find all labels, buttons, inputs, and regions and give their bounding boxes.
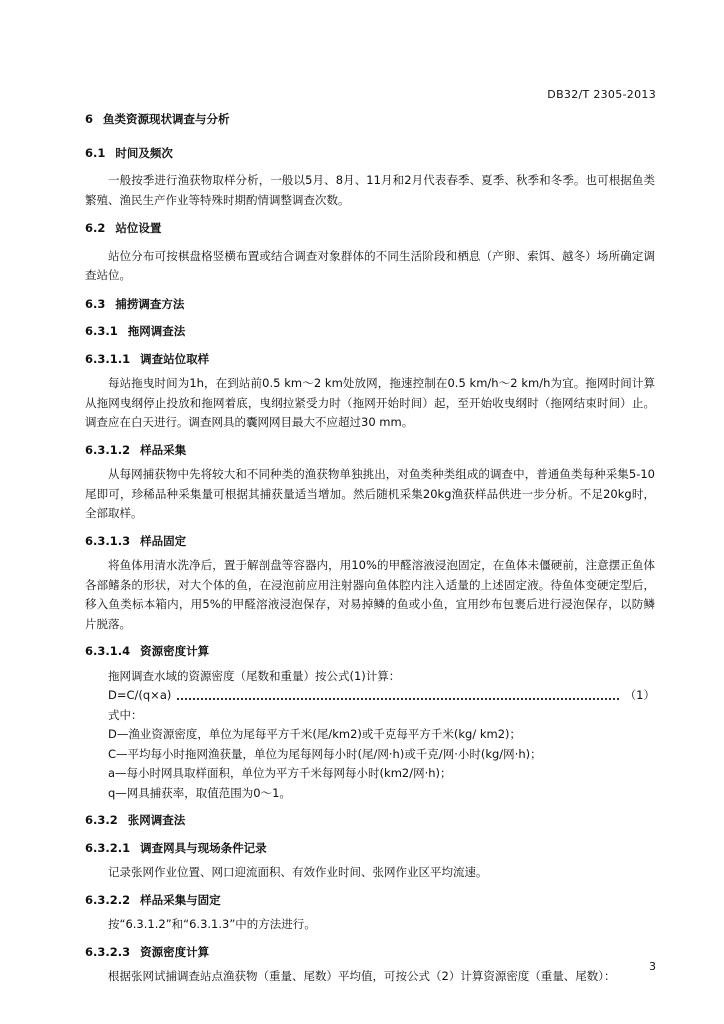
formula-leader-dots — [177, 697, 618, 700]
heading-6-3-1-2 — [85, 441, 655, 461]
paragraph-6-3-1-2: 从每网捕获物中先将较大和不同种类的渔获物单独挑出，对鱼类种类组成的调查中，普通鱼类每种采集5-10尾即可，珍稀品种采集量可根据其捕获量适当增加。然后随机采集20kg渔获样品供进一步分析。不足20kg时，全部取样。 — [85, 467, 655, 520]
heading-number: 6.3.1 — [85, 324, 118, 338]
heading-title: 时间及频次 — [115, 145, 173, 160]
heading-6-3-2 — [85, 811, 655, 831]
paragraph-6-2: 站位分布可按棋盘格竖横布置或结合调查对象群体的不同生活阶段和栖息（产卵、索饵、越冬）场所确定调查站位。 — [85, 248, 655, 282]
paragraph-6-3-1-1: 每站拖曳时间为1h，在到站前0.5 km～2 km处放网，拖速控制在0.5 km/h～2 km/h为宜。拖网时间计算从拖网曳纲停止投放和拖网着底，曳纲拉紧受力时（拖网开始时间）起，至开始收曳纲时（拖网结束时间）止。调查应在白天进行。调查网具的囊网网目最大不应超过30 mm。 — [85, 376, 655, 429]
heading-title: 站位设置 — [115, 221, 162, 235]
heading-title: 样品采集 — [140, 442, 187, 457]
formula-intro: 拖网调查水域的资源密度（尾数和重量）按公式(1)计算： — [108, 668, 401, 683]
document-code: DB32/T 2305-2013 — [547, 88, 656, 101]
heading-title: 样品固定 — [140, 533, 187, 548]
heading-6-3-2-1 — [85, 839, 655, 859]
heading-6-3-2-3 — [85, 943, 655, 963]
paragraph-6-1: 一般按季进行渔获物取样分析，一般以5月、8月、11月和2月代表春季、夏季、秋季和冬季。也可根据鱼类繁殖、渔民生产作业等特殊时期酌情调整调查次数。 — [85, 173, 655, 207]
heading-6-3-1-4 — [85, 642, 655, 662]
page-body — [85, 110, 655, 991]
heading-6-3 — [85, 295, 655, 315]
formula-number: （1） — [624, 688, 655, 702]
heading-6 — [85, 110, 655, 130]
heading-title: 捕捞调查方法 — [115, 296, 185, 311]
formula-expression: D=C/(q×a) — [108, 688, 172, 702]
heading-title: 拖网调查法 — [127, 324, 186, 338]
heading-6-3-2-2 — [85, 891, 655, 911]
heading-6-2 — [85, 219, 655, 239]
heading-title: 资源密度计算 — [140, 944, 210, 959]
paragraph-6-3-2-2: 按“6.3.1.2”和“6.3.1.3”中的方法进行。 — [108, 917, 316, 931]
heading-6-3-1-3 — [85, 532, 655, 552]
heading-6-3-1 — [85, 322, 655, 342]
heading-number: 6.3.1.2 — [85, 442, 131, 457]
heading-number: 6.3.1.4 — [85, 644, 131, 658]
paragraph-6-3-2-3: 根据张网试捕调查站点渔获物（重量、尾数）平均值，可按公式（2）计算资源密度（重量、尾数）： — [108, 969, 616, 983]
variable-definition: q—网具捕获率，取值范围为0～1。 — [108, 785, 291, 800]
heading-6-3-1-1 — [85, 350, 655, 370]
page-number: 3 — [649, 960, 656, 973]
heading-number: 6.3.2.2 — [85, 892, 131, 907]
heading-6-1 — [85, 144, 655, 164]
paragraph-6-3-2-1: 记录张网作业位置、网口迎流面积、有效作业时间、张网作业区平均流速。 — [108, 865, 488, 879]
heading-title: 调查网具与现场条件记录 — [140, 840, 267, 855]
variable-definition: D—渔业资源密度，单位为尾每平方千米(尾/km2)或千克每平方千米(kg/ km2)； — [108, 727, 522, 741]
heading-number: 6.3.1.3 — [85, 533, 131, 548]
heading-number: 6 — [85, 112, 94, 126]
heading-title: 样品采集与固定 — [140, 892, 221, 907]
heading-number: 6.3.1.1 — [85, 351, 131, 366]
variable-definition: a—每小时网具取样面积，单位为平方千米每网每小时(km2/网·h)； — [108, 766, 452, 780]
variable-definition: C—平均每小时拖网渔获量，单位为尾每网每小时(尾/网·h)或千克/网·小时(kg/网·h)； — [108, 746, 542, 761]
formula-1 — [85, 686, 655, 706]
heading-title: 张网调查法 — [127, 813, 186, 827]
paragraph-6-3-1-3: 将鱼体用清水洗净后，置于解剖盘等容器内，用10%的甲醛溶液浸泡固定，在鱼体未僵硬前，注意摆正鱼体各部鳍条的形状，对大个体的鱼，在浸泡前应用注射器向鱼体腔内注入适量的上述固定液。待鱼体变硬定型后，移入鱼类标本箱内，用5%的甲醛溶液浸泡保存，对易掉鳞的鱼或小鱼，宜用纱布包裹后进行浸泡保存，以防鳞片脱落。 — [85, 558, 655, 631]
heading-number: 6.2 — [85, 221, 106, 235]
formula-where: 式中： — [108, 707, 143, 722]
heading-number: 6.3 — [85, 296, 106, 311]
heading-number: 6.3.2 — [85, 813, 118, 827]
heading-title: 调查站位取样 — [140, 351, 210, 366]
heading-title: 资源密度计算 — [140, 644, 210, 658]
heading-title: 鱼类资源现状调查与分析 — [103, 112, 230, 126]
heading-number: 6.3.2.1 — [85, 840, 131, 855]
heading-number: 6.1 — [85, 145, 106, 160]
heading-number: 6.3.2.3 — [85, 944, 131, 959]
